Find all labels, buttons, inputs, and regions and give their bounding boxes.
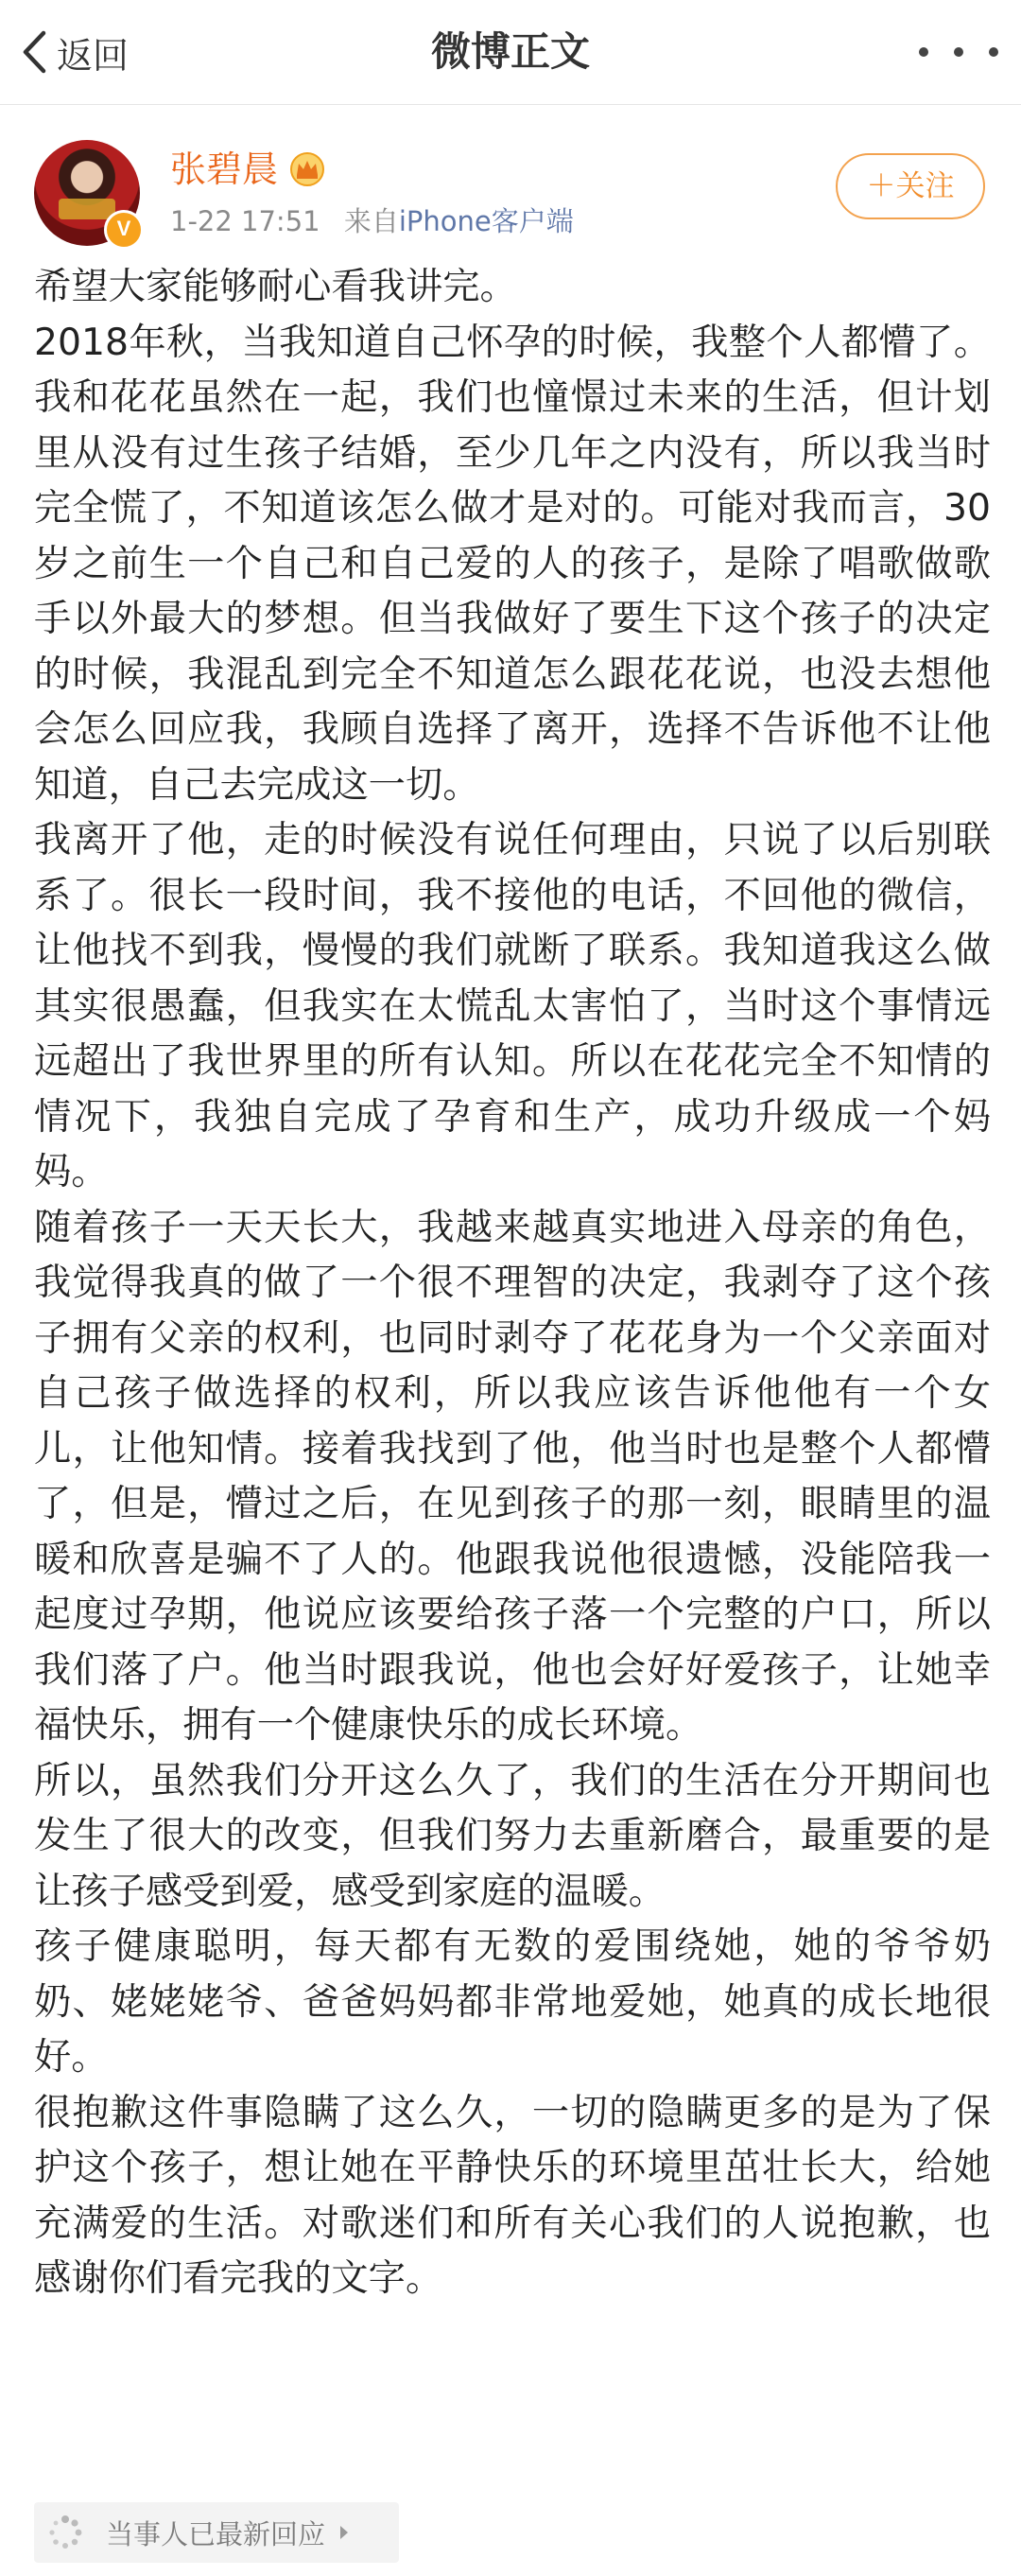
post-paragraph: 孩子健康聪明，每天都有无数的爱围绕她，她的爷爷奶奶、姥姥姥爷、爸爸妈妈都非常地爱她，她真的成长地很好。 [34,1925,991,2079]
post-paragraph: 2018年秋，当我知道自己怀孕的时候，我整个人都懵了。我和花花虽然在一起，我们也憧憬过未来的生活，但计划里从没有过生孩子结婚，至少几年之内没有，所以我当时完全慌了，不知道该怎么做才是对的。可能对我而言，30岁之前生一个自己和自己爱的人的孩子，是除了唱歌做歌手以外最大的梦想。但当我做好了要生下这个孩子的决定的时候，我混乱到完全不知道怎么跟花花说，也没去想他会怎么回应我，我顾自选择了离开，选择不告诉他不让他知道，自己去完成这一切。 [34,321,991,807]
chevron-right-icon [340,2526,348,2539]
more-dot [989,47,998,57]
post-header [0,104,1021,255]
verified-v-icon: V [104,210,144,250]
post-body [34,260,991,2307]
post-meta [170,202,574,240]
back-label: 返回 [57,34,130,77]
post-paragraph: 很抱歉这件事隐瞒了这么久，一切的隐瞒更多的是为了保护这个孩子，想让她在平静快乐的环境里茁壮长大，给她充满爱的生活。对歌迷们和所有关心我们的人说抱歉，也感谢你们看完我的文字。 [34,2091,991,2300]
more-dot [954,47,963,57]
top-nav-bar [0,0,1021,105]
latest-response-link[interactable] [34,2502,399,2563]
avatar-decoration [59,199,115,219]
post-paragraph: 希望大家能够耐心看我讲完。 [34,266,517,308]
loading-spinner-icon [47,2515,83,2550]
latest-response-label: 当事人已最新回应 [106,2517,326,2550]
username[interactable]: 张碧晨 [170,148,279,190]
post-source[interactable]: iPhone客户端 [398,205,574,237]
avatar[interactable] [34,140,140,246]
post-paragraph: 我离开了他，走的时候没有说任何理由，只说了以后别联系了。很长一段时间，我不接他的电话，不回他的微信，让他找不到我，慢慢的我们就断了联系。我知道我这么做其实很愚蠢，但我实在太慌乱太害怕了，当时这个事情远远超出了我世界里的所有认知。所以在花花完全不知情的情况下，我独自完成了孕育和生产，成功升级成一个妈妈。 [34,819,991,1193]
follow-button[interactable]: ＋关注 [836,153,985,219]
more-dot [919,47,928,57]
crown-icon[interactable] [289,151,325,187]
source-prefix: 来自 [343,205,399,237]
post-paragraph: 随着孩子一天天长大，我越来越真实地进入母亲的角色，我觉得我真的做了一个很不理智的决定，我剥夺了这个孩子拥有父亲的权利，也同时剥夺了花花身为一个父亲面对自己孩子做选择的权利，所以我应该告诉他他有一个女儿，让他知情。接着我找到了他，他当时也是整个人都懵了，但是，懵过之后，在见到孩子的那一刻，眼睛里的温暖和欣喜是骗不了人的。他跟我说他很遗憾，没能陪我一起度过孕期，他说应该要给孩子落一个完整的户口，所以我们落了户。他当时跟我说，他也会好好爱孩子，让她幸福快乐，拥有一个健康快乐的成长环境。 [34,1206,991,1747]
post-time: 1-22 17:51 [170,205,320,237]
more-dots-icon[interactable] [919,28,998,76]
page-title: 微博正文 [430,28,590,75]
post-paragraph: 所以，虽然我们分开这么久了，我们的生活在分开期间也发生了很大的改变，但我们努力去重新磨合，最重要的是让孩子感受到爱，感受到家庭的温暖。 [34,1759,991,1913]
